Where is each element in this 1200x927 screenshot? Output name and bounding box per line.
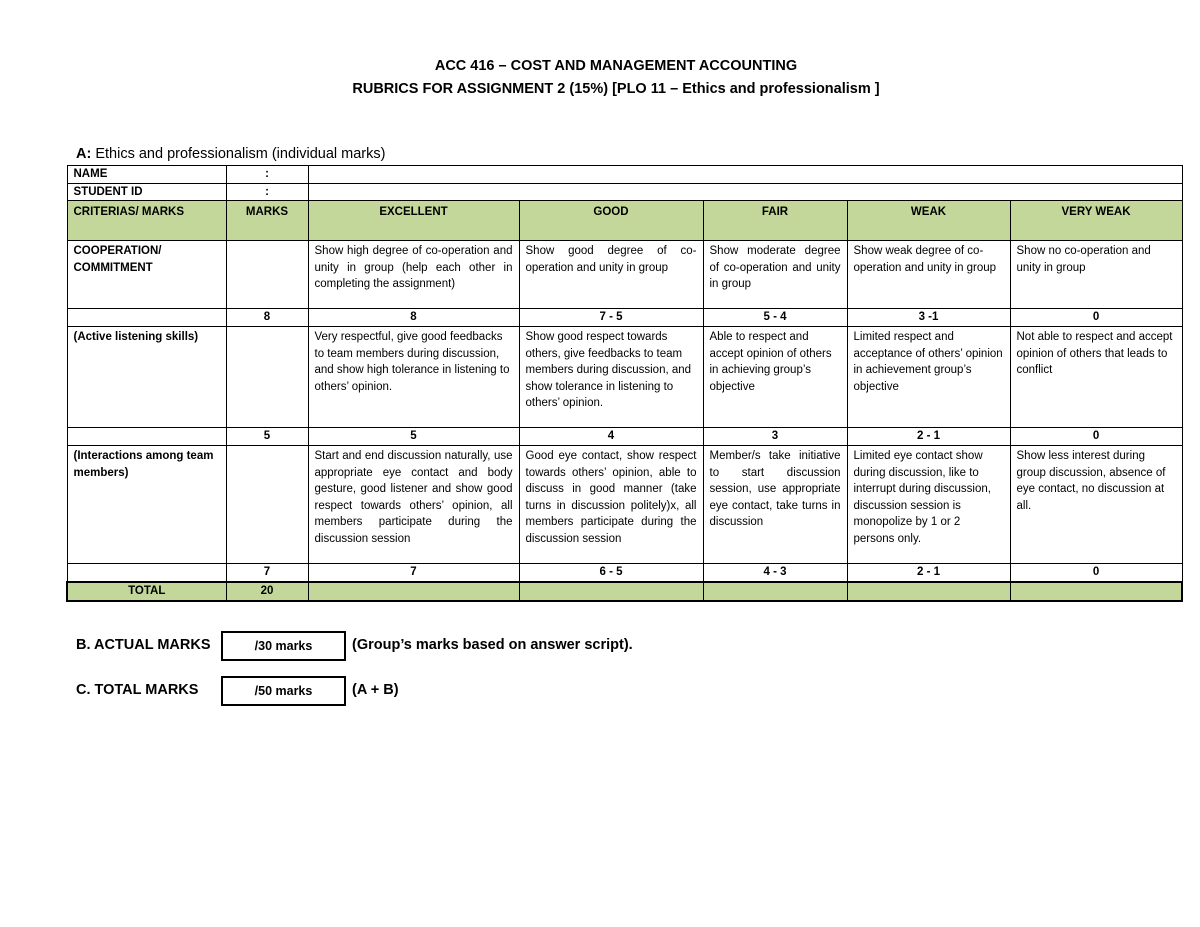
header-very-weak: VERY WEAK: [1010, 201, 1182, 241]
total-marks-note: (A + B): [352, 682, 399, 698]
score-weak: 3 -1: [847, 309, 1010, 327]
score-fair: 4 - 3: [703, 564, 847, 583]
total-fair: [703, 582, 847, 601]
total-value: 20: [226, 582, 308, 601]
total-weak: [847, 582, 1010, 601]
header-good: GOOD: [519, 201, 703, 241]
actual-marks-note: (Group’s marks based on answer script).: [352, 637, 633, 653]
document-subtitle: RUBRICS FOR ASSIGNMENT 2 (15%) [PLO 11 – Ethics and professionalism ]: [352, 81, 880, 97]
total-marks-box[interactable]: /50 marks: [221, 676, 346, 706]
criterion-row-interactions: [67, 446, 1182, 564]
total-label: TOTAL: [67, 582, 226, 601]
score-max: 8: [226, 309, 308, 327]
descriptor-very-weak: Show no co-operation and unity in group: [1010, 241, 1182, 309]
descriptor-excellent: Show high degree of co-operation and unity in group (help each other in completing the assignment): [308, 241, 519, 309]
student-id-row: [67, 183, 1182, 201]
score-excellent: 5: [308, 428, 519, 446]
student-id-value[interactable]: [308, 183, 1182, 201]
document-title: ACC 416 – COST AND MANAGEMENT ACCOUNTING: [434, 58, 798, 74]
descriptor-good: Show good degree of co-operation and unity in group: [519, 241, 703, 309]
header-fair: FAIR: [703, 201, 847, 241]
score-max: 7: [226, 564, 308, 583]
criterion-row-active-listening: [67, 327, 1182, 428]
score-very-weak: 0: [1010, 428, 1182, 446]
descriptor-excellent: Very respectful, give good feedbacks to team members during discussion, and show high tolerance in listening to others’ opinion.: [308, 327, 519, 428]
name-row: [67, 166, 1182, 184]
score-good: 6 - 5: [519, 564, 703, 583]
rubric-table: [66, 165, 1183, 602]
score-blank: [67, 428, 226, 446]
score-blank: [67, 309, 226, 327]
student-id-label: STUDENT ID: [67, 183, 226, 201]
header-marks: MARKS: [226, 201, 308, 241]
actual-marks-box[interactable]: /30 marks: [221, 631, 346, 661]
descriptor-very-weak: Not able to respect and accept opinion of others that leads to conflict: [1010, 327, 1182, 428]
score-very-weak: 0: [1010, 309, 1182, 327]
score-row: [67, 428, 1182, 446]
score-fair: 5 - 4: [703, 309, 847, 327]
score-good: 7 - 5: [519, 309, 703, 327]
total-excellent: [308, 582, 519, 601]
score-excellent: 7: [308, 564, 519, 583]
header-criteria: CRITERIAS/ MARKS: [67, 201, 226, 241]
student-id-colon: :: [226, 183, 308, 201]
score-good: 4: [519, 428, 703, 446]
criterion-name: COOPERATION/ COMMITMENT: [67, 241, 226, 309]
criterion-name: (Active listening skills): [67, 327, 226, 428]
descriptor-good: Show good respect towards others, give feedbacks to team members during discussion, and show tolerance in listening to others’ opinion.: [519, 327, 703, 428]
score-weak: 2 - 1: [847, 428, 1010, 446]
score-row: [67, 309, 1182, 327]
descriptor-weak: Limited respect and acceptance of others’ opinion in achievement group’s objective: [847, 327, 1010, 428]
criterion-name: (Interactions among team members): [67, 446, 226, 564]
total-marks-label: C. TOTAL MARKS: [76, 682, 199, 698]
score-max: 5: [226, 428, 308, 446]
total-row: [67, 582, 1182, 601]
criterion-marks-blank: [226, 241, 308, 309]
score-blank: [67, 564, 226, 583]
criterion-marks-blank: [226, 446, 308, 564]
header-weak: WEAK: [847, 201, 1010, 241]
header-row: [67, 201, 1182, 241]
criterion-marks-blank: [226, 327, 308, 428]
score-fair: 3: [703, 428, 847, 446]
section-a-heading: [76, 146, 385, 162]
section-a-text: Ethics and professionalism (individual marks): [91, 146, 386, 162]
name-label: NAME: [67, 166, 226, 184]
descriptor-fair: Show moderate degree of co-operation and unity in group: [703, 241, 847, 309]
name-colon: :: [226, 166, 308, 184]
score-weak: 2 - 1: [847, 564, 1010, 583]
score-very-weak: 0: [1010, 564, 1182, 583]
descriptor-weak: Show weak degree of co-operation and unity in group: [847, 241, 1010, 309]
score-excellent: 8: [308, 309, 519, 327]
actual-marks-label: B. ACTUAL MARKS: [76, 637, 211, 653]
descriptor-fair: Able to respect and accept opinion of others in achieving group’s objective: [703, 327, 847, 428]
total-very-weak: [1010, 582, 1182, 601]
header-excellent: EXCELLENT: [308, 201, 519, 241]
section-a-letter: A:: [76, 146, 92, 162]
descriptor-very-weak: Show less interest during group discussion, absence of eye contact, no discussion at all.: [1010, 446, 1182, 564]
criterion-row-cooperation: [67, 241, 1182, 309]
descriptor-weak: Limited eye contact show during discussion, like to interrupt during discussion, discussion session is monopolize by 1 or 2 persons only.: [847, 446, 1010, 564]
descriptor-excellent: Start and end discussion naturally, use appropriate eye contact and body gesture, good listener and show good respect towards others’ opinion, all members participate during the discussion session: [308, 446, 519, 564]
name-value[interactable]: [308, 166, 1182, 184]
descriptor-fair: Member/s take initiative to start discussion session, use appropriate eye contact, take turns in discussion: [703, 446, 847, 564]
score-row: [67, 564, 1182, 583]
total-good: [519, 582, 703, 601]
descriptor-good: Good eye contact, show respect towards others’ opinion, able to discuss in good manner (take turns in discussion politely)x, all members participate during the discussion session: [519, 446, 703, 564]
